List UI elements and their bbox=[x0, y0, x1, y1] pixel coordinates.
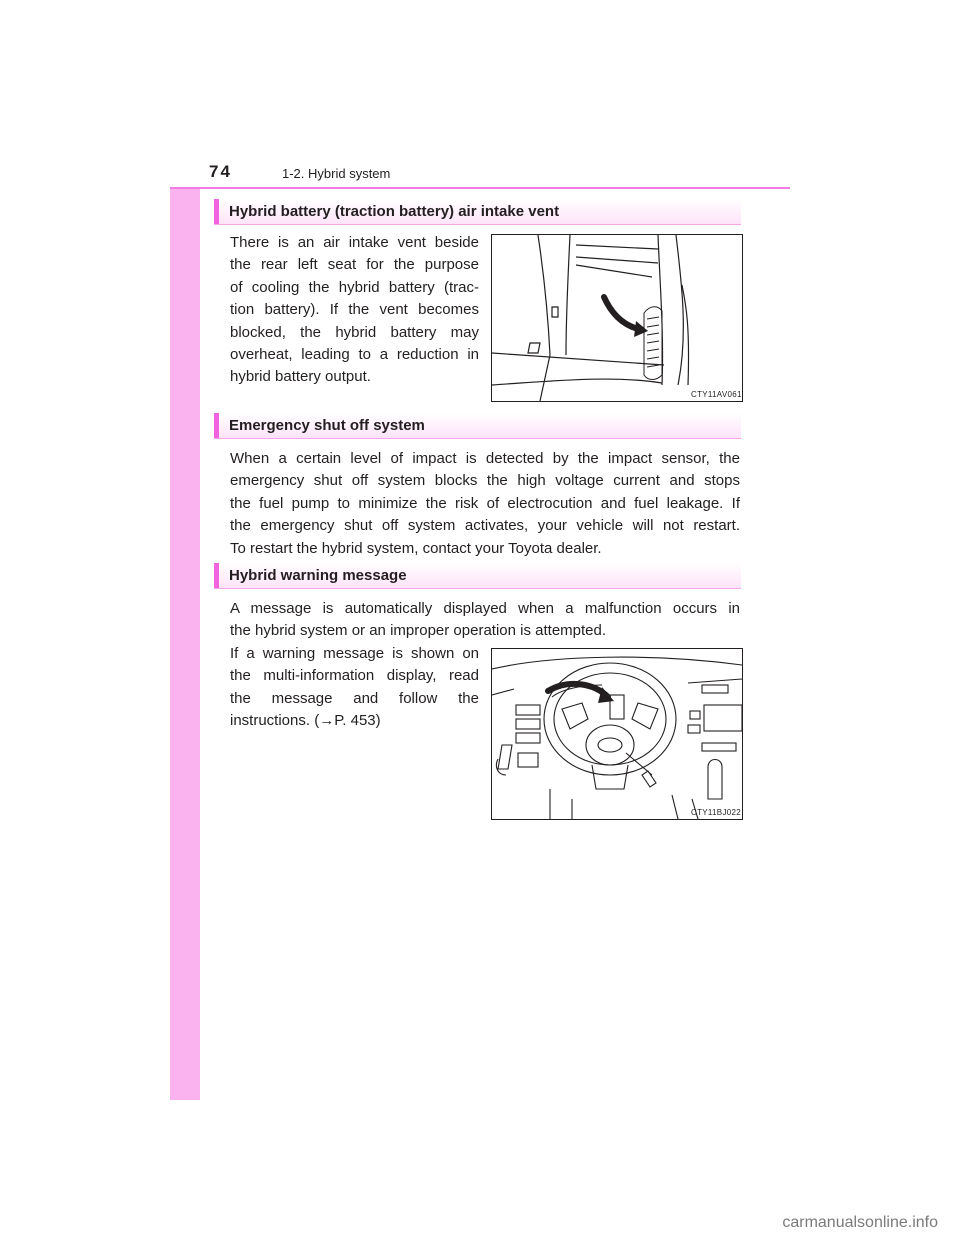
page-reference-link[interactable]: P. 453) bbox=[334, 712, 381, 730]
warning-title: Hybrid warning message bbox=[229, 567, 407, 584]
header-rule bbox=[170, 187, 790, 189]
text-line: hybrid battery output. bbox=[230, 368, 371, 386]
text-line: the message and follow the bbox=[230, 689, 479, 707]
text-line: If a warning message is shown on bbox=[230, 645, 479, 662]
arrow-icon: → bbox=[319, 712, 335, 730]
text-line: overheat, leading to a reduction in bbox=[230, 346, 479, 364]
watermark: carmanualsonline.info bbox=[782, 1214, 938, 1231]
warning-figure-code: CTY11BJ022 bbox=[691, 808, 741, 817]
text-line: When a certain level of impact is detected by the impact sensor, the bbox=[230, 450, 740, 467]
rear-seat-illustration bbox=[492, 235, 742, 401]
header-band bbox=[170, 140, 790, 187]
shutoff-title: Emergency shut off system bbox=[229, 417, 425, 434]
text-line: There is an air intake vent beside bbox=[230, 234, 479, 251]
intake-figure-code: CTY11AV061 bbox=[691, 390, 742, 399]
warning-intro bbox=[230, 598, 740, 643]
section-label: 1-2. Hybrid system bbox=[282, 166, 391, 181]
page-number: 74 bbox=[209, 162, 232, 181]
text-line: the hybrid system or an improper operation is attempted. bbox=[230, 622, 607, 640]
text-line: the emergency shut off system activates, your vehicle will not restart. bbox=[230, 517, 740, 535]
steering-wheel-illustration bbox=[492, 649, 742, 819]
intake-paragraph bbox=[230, 232, 479, 389]
text-line: emergency shut off system blocks the high voltage current and stops bbox=[230, 472, 740, 490]
heading-bar bbox=[214, 199, 219, 224]
intake-heading bbox=[214, 199, 741, 225]
text-line: of cooling the hybrid battery (trac- bbox=[230, 278, 479, 296]
text-line: the rear left seat for the purpose bbox=[230, 256, 479, 274]
text-line: To restart the hybrid system, contact your Toyota dealer. bbox=[230, 539, 602, 557]
intake-vent-figure bbox=[491, 234, 743, 402]
page-side-tab bbox=[170, 140, 200, 1100]
heading-bar bbox=[214, 413, 219, 438]
intake-title: Hybrid battery (traction battery) air intake vent bbox=[229, 203, 560, 220]
warning-display-figure bbox=[491, 648, 743, 820]
text-line: the fuel pump to minimize the risk of electrocution and fuel leakage. If bbox=[230, 494, 740, 512]
instructions-text: instructions. ( bbox=[230, 712, 320, 730]
heading-bar bbox=[214, 563, 219, 588]
text-line: tion battery). If the vent becomes bbox=[230, 301, 479, 319]
text-line: blocked, the hybrid battery may bbox=[230, 323, 479, 341]
text-line: the multi-information display, read bbox=[230, 667, 479, 685]
warning-heading bbox=[214, 563, 741, 589]
shutoff-paragraph bbox=[230, 448, 740, 560]
text-line bbox=[230, 710, 479, 732]
warning-paragraph bbox=[230, 643, 479, 733]
shutoff-heading bbox=[214, 413, 741, 439]
text-line: A message is automatically displayed when a malfunction occurs in bbox=[230, 600, 740, 617]
